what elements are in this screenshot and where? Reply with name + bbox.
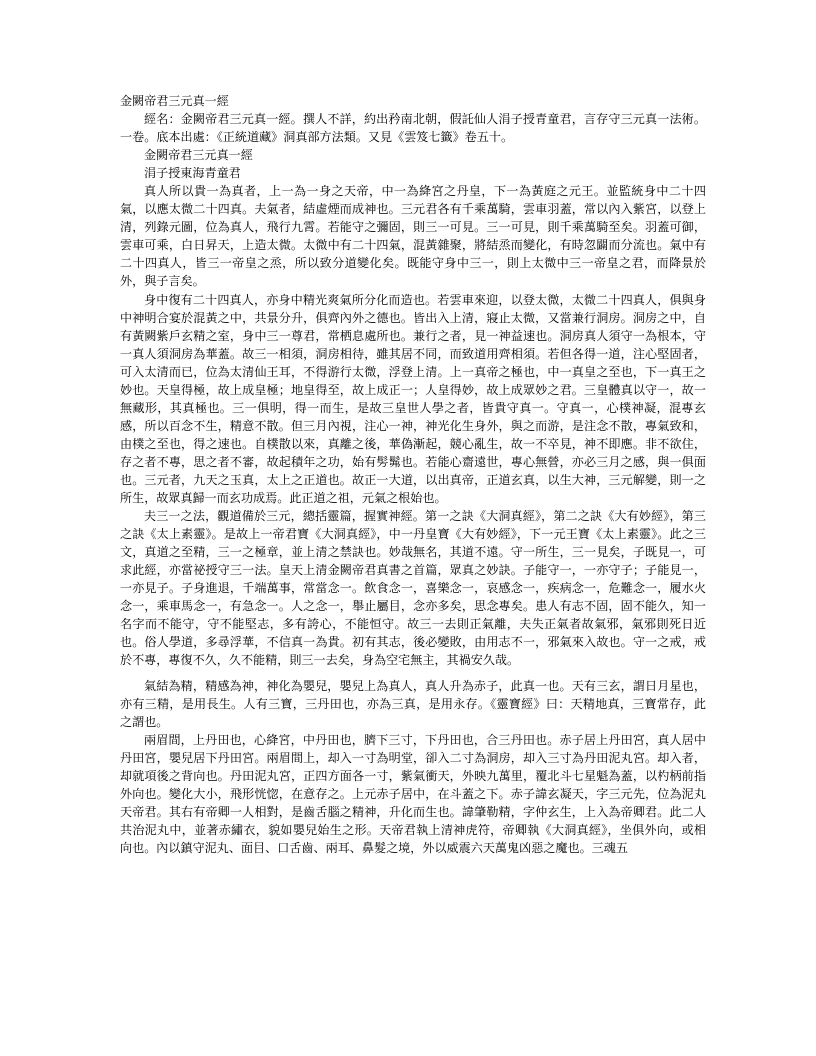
body-paragraph-4: 氣結為精，精感為神，神化為嬰兒，嬰兒上為真人，真人升為赤子，此真一也。天有三玄，謂日月星也，亦有三精，是用長生。人有三寶，三丹田也，亦為三真，是用永存。《靈寶經》曰：天精地真，三寶常存，此之謂也。: [120, 678, 706, 729]
body-paragraph-5: 兩眉間，上丹田也，心絳宮，中丹田也，臍下三寸，下丹田也，合三丹田也。赤子居上丹田宮，真人居中丹田宮，嬰兒居下丹田宮。兩眉間上，却入一寸為明堂，卻入二寸為洞房，却入三寸為丹田泥丸宮。却入者，却就項後之背向也。丹田泥丸宮，正四方面各一寸，紫氣衝天，外映九萬里，覆北斗七星魁為蓋，以杓柄前指外向也。變化大小，飛形恍惚，在意存之。上元赤子居中，在斗蓋之下。赤子諱玄凝天，字三元先，位為泥丸天帝君。其右有帝卿一人相對，是齒舌腦之精神，升化而生也。諱肇勒精，字仲玄生，上入為帝卿君。此二人共治泥丸中，並著赤繡衣，貌如嬰兒始生之形。天帝君執上清神虎符，帝卿執《大洞真經》，坐俱外向，或相向也。內以鎮守泥丸、面目、口舌齒、兩耳、鼻髮之境，外以威震六天萬鬼凶惡之魔也。三魂五: [120, 732, 706, 855]
document-title-line: 金闕帝君三元真一經: [120, 94, 229, 108]
scripture-title: 金闕帝君三元真一經: [144, 148, 253, 163]
transmission-line: 涓子授東海青童君: [144, 166, 241, 181]
body-paragraph-2: 身中復有二十四真人，亦身中精光爽氣所分化而造也。若雲車來迎，以登太微，太微二十四真人，俱與身中神明合宴於混黃之中，共景分升，俱齊內外之德也。皆出入上清，寢止太微，又當兼行洞房。洞房之中，自有黃闕紫戶玄精之室，身中三一尊君，常栖息處所也。兼行之者，見一神益速也。洞房真人須守一為根本，守一真人須洞房為華蓋。故三一相須，洞房相待，雖其居不同，而致道用齊相須。若但各得一道，注心堅固者，可入太清而已，位為太清仙王耳，不得游行太微，浮登上清。上一真帝之極也，中一真皇之至也，下一真王之妙也。天皇得極，故上成皇極；地皇得至，故上成正一；人皇得妙，故上成眾妙之君。三皇體真以守一，故一無藏形，其真極也。三一俱明，得一而生，是故三皇世人學之者，皆貴守真一。守真一，心樸神凝，混專玄感，所以百念不生，精意不散。但三月內視，注心一神，神光化生身外，與之而游，是注念不散，專氣致和，由樸之至也，得之速也。自樸散以來，真離之後，華偽漸起，競心亂生，故一不卒見，神不即應。非不欲住，存之者不專，思之者不審，故起積年之功，始有髣髴也。若能心齋遠世，專心無營，亦必三月之感，與一俱面也。三元者，九天之玉真，太上之正道也。故正一大道，以出真帝，正道玄真，以生大神，三元解變，則一之所生，故眾真歸一而玄功成焉。此正道之祖，元氣之根始也。: [120, 292, 706, 506]
document-text-body: [120, 92, 706, 857]
body-paragraph-1: 真人所以貴一為真者，上一為一身之天帝，中一為絳宮之丹皇，下一為黃庭之元王。並監統身中二十四氣，以應太微二十四真。夫氣者，結虛煙而成神也。三元君各有千乘萬騎，雲車羽蓋，常以內入紫宮，以登上清，列錄元圖，位為真人，飛行九霄。若能守之彌固，則三一可見。三一可見，則千乘萬騎至矣。羽蓋可御，雲車可乘，白日昇天，上造太微。太微中有二十四氣，混黃雜聚，將結烝而變化，有時忽闢而分流也。氣中有二十四真人，皆三一帝皇之烝，所以致分道變化矣。既能守身中三一，則上太微中三一帝皇之君，而降景於外，與子言矣。: [120, 184, 706, 289]
bibliographic-note: 經名：金闕帝君三元真一經。撰人不詳，約出矜南北朝，假託仙人涓子授青童君，言存守三元真一法術。一卷。底本出處：《正統道藏》洞真部方法類。又見《雲笈七籤》卷五十。: [120, 112, 706, 145]
paragraph-spacer: [120, 670, 706, 677]
body-paragraph-3: 夫三一之法，觀道備於三元，總括靈篇，握實神經。第一之訣《大洞真經》，第二之訣《大有妙經》，第三之訣《太上素靈》。是故上一帝君寶《大洞真經》，中一丹皇寶《大有妙經》，下一元王寶《太上素靈》。此之三文，真道之至精，三一之極章，並上清之禁訣也。妙哉無名，其道不遠。守一所生，三一見矣，子既見一，可求此經，亦當祕授守三一法。皇天上清金闕帝君真書之首篇，眾真之妙訣。子能守一，一亦守子；子能見一，一亦見子。子身進退，千端萬事，常當念一。飲食念一，喜樂念一，哀感念一，疾病念一，危難念一，履水火念一，乘車馬念一，有急念一。人之念一，舉止屬目，念亦多矣，思念專矣。患人有志不固，固不能久，知一名字而不能守，守不能堅志，多有誇心，不能恒守。故三一去則正氣離，夫失正氣者故氣邪，氣邪則死日近也。俗人學道，多尋浮華，不信真一為貴。初有其志，後必變敗，由用志不一，邪氣來入故也。守一之戒，戒於不專，專復不久，久不能精，則三一去矣，身為空宅無主，其禍安久哉。: [120, 509, 706, 668]
